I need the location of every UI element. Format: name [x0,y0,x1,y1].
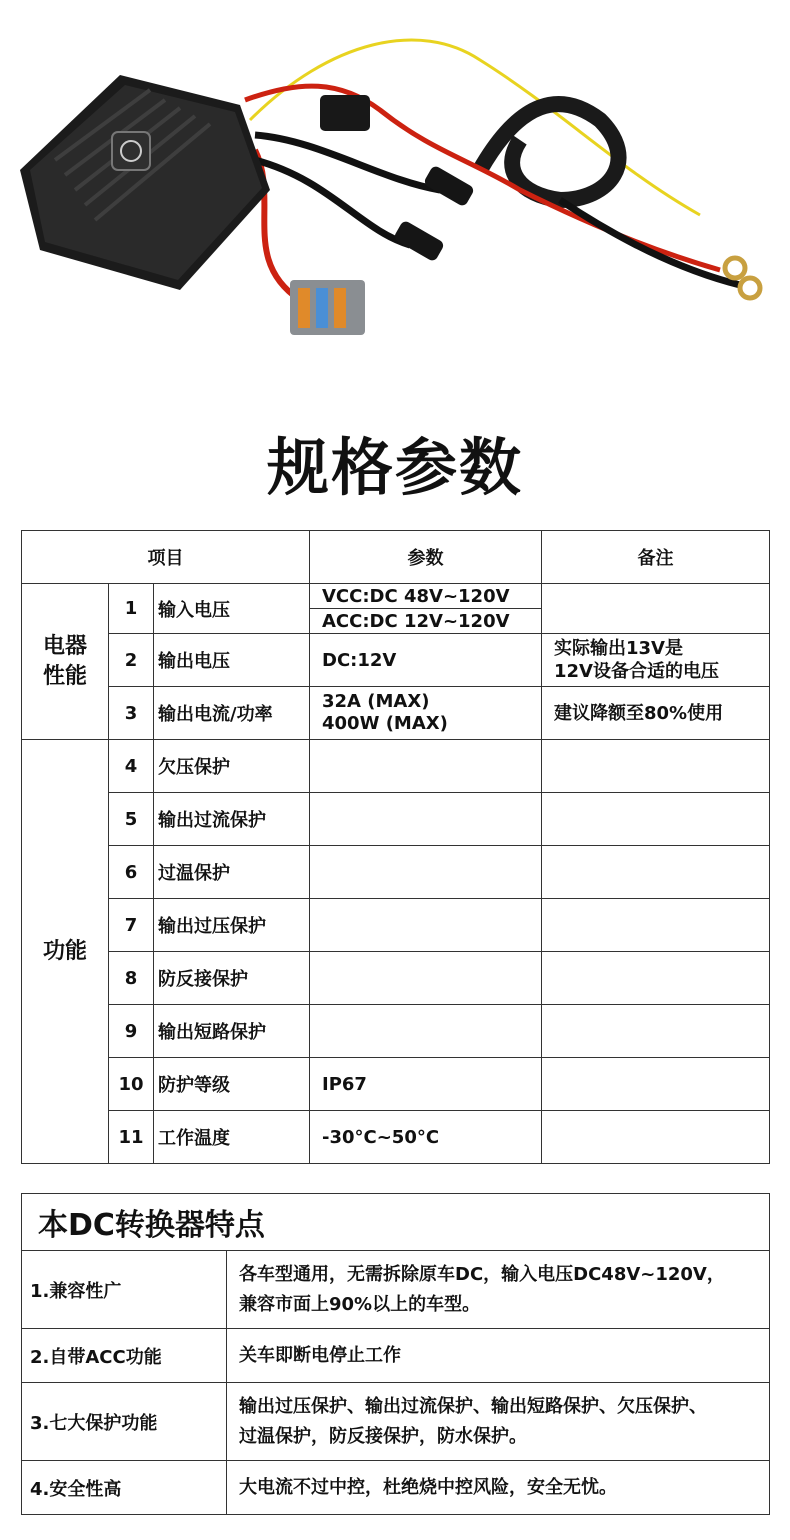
row-param [310,793,542,846]
table-row [22,1111,770,1164]
feature-desc: 输出过压保护、输出过流保护、输出短路保护、欠压保护、 过温保护，防反接保护，防水保护。 [227,1383,770,1461]
features-table [21,1193,770,1515]
row-note: 建议降额至80%使用 [542,687,770,740]
row-num: 10 [109,1058,154,1111]
spec-header-row [22,531,770,584]
feature-desc: 关车即断电停止工作 [227,1329,770,1383]
feature-label: 3.七大保护功能 [22,1383,227,1461]
row-param: DC:12V [310,634,542,687]
row-num: 9 [109,1005,154,1058]
table-row [22,687,770,740]
row-note [542,793,770,846]
row-item: 过温保护 [154,846,310,899]
row-num: 8 [109,952,154,1005]
row-note: 实际输出13V是 12V设备合适的电压 [542,634,770,687]
feature-row [22,1251,770,1329]
header-note: 备注 [542,531,770,584]
row-num: 1 [109,584,154,634]
spec-table [21,530,770,1164]
row-item: 输出过压保护 [154,899,310,952]
feature-label: 1.兼容性广 [22,1251,227,1329]
row-item: 输出电压 [154,634,310,687]
row-note [542,1005,770,1058]
product-image [0,0,790,400]
feature-desc: 大电流不过中控，杜绝烧中控风险，安全无忧。 [227,1461,770,1515]
row-note [542,952,770,1005]
row-item: 工作温度 [154,1111,310,1164]
row-num: 2 [109,634,154,687]
feature-row [22,1461,770,1515]
group-function: 功能 [22,740,109,1164]
row-num: 5 [109,793,154,846]
row-item: 输入电压 [154,584,310,634]
table-row [22,584,770,609]
row-note [542,740,770,793]
row-item: 欠压保护 [154,740,310,793]
row-item: 输出电流/功率 [154,687,310,740]
row-item: 防反接保护 [154,952,310,1005]
row-item: 输出短路保护 [154,1005,310,1058]
row-param: IP67 [310,1058,542,1111]
row-param [310,740,542,793]
group-electrical: 电器 性能 [22,584,109,740]
header-param: 参数 [310,531,542,584]
table-row [22,899,770,952]
feature-row [22,1329,770,1383]
feature-row [22,1383,770,1461]
row-num: 11 [109,1111,154,1164]
table-row [22,634,770,687]
table-row [22,1005,770,1058]
row-note [542,899,770,952]
table-row [22,846,770,899]
row-param: VCC:DC 48V~120V [310,584,542,609]
feature-label: 2.自带ACC功能 [22,1329,227,1383]
table-row [22,740,770,793]
row-note [542,584,770,634]
row-note [542,1058,770,1111]
feature-desc: 各车型通用，无需拆除原车DC，输入电压DC48V~120V， 兼容市面上90%以上的车型。 [227,1251,770,1329]
table-row [22,793,770,846]
row-note [542,846,770,899]
row-param [310,899,542,952]
row-item: 防护等级 [154,1058,310,1111]
row-param: ACC:DC 12V~120V [310,609,542,634]
row-num: 3 [109,687,154,740]
row-num: 6 [109,846,154,899]
features-heading: 本DC转换器特点 [22,1194,770,1251]
features-header-row [22,1194,770,1251]
header-item: 项目 [22,531,310,584]
row-num: 7 [109,899,154,952]
row-param: 32A (MAX) 400W (MAX) [310,687,542,740]
row-param [310,1005,542,1058]
row-note [542,1111,770,1164]
table-row [22,952,770,1005]
row-item: 输出过流保护 [154,793,310,846]
row-param [310,952,542,1005]
feature-label: 4.安全性高 [22,1461,227,1515]
table-row [22,1058,770,1111]
row-num: 4 [109,740,154,793]
row-param [310,846,542,899]
page-title: 规格参数 [266,431,523,504]
row-param: -30°C~50°C [310,1111,542,1164]
